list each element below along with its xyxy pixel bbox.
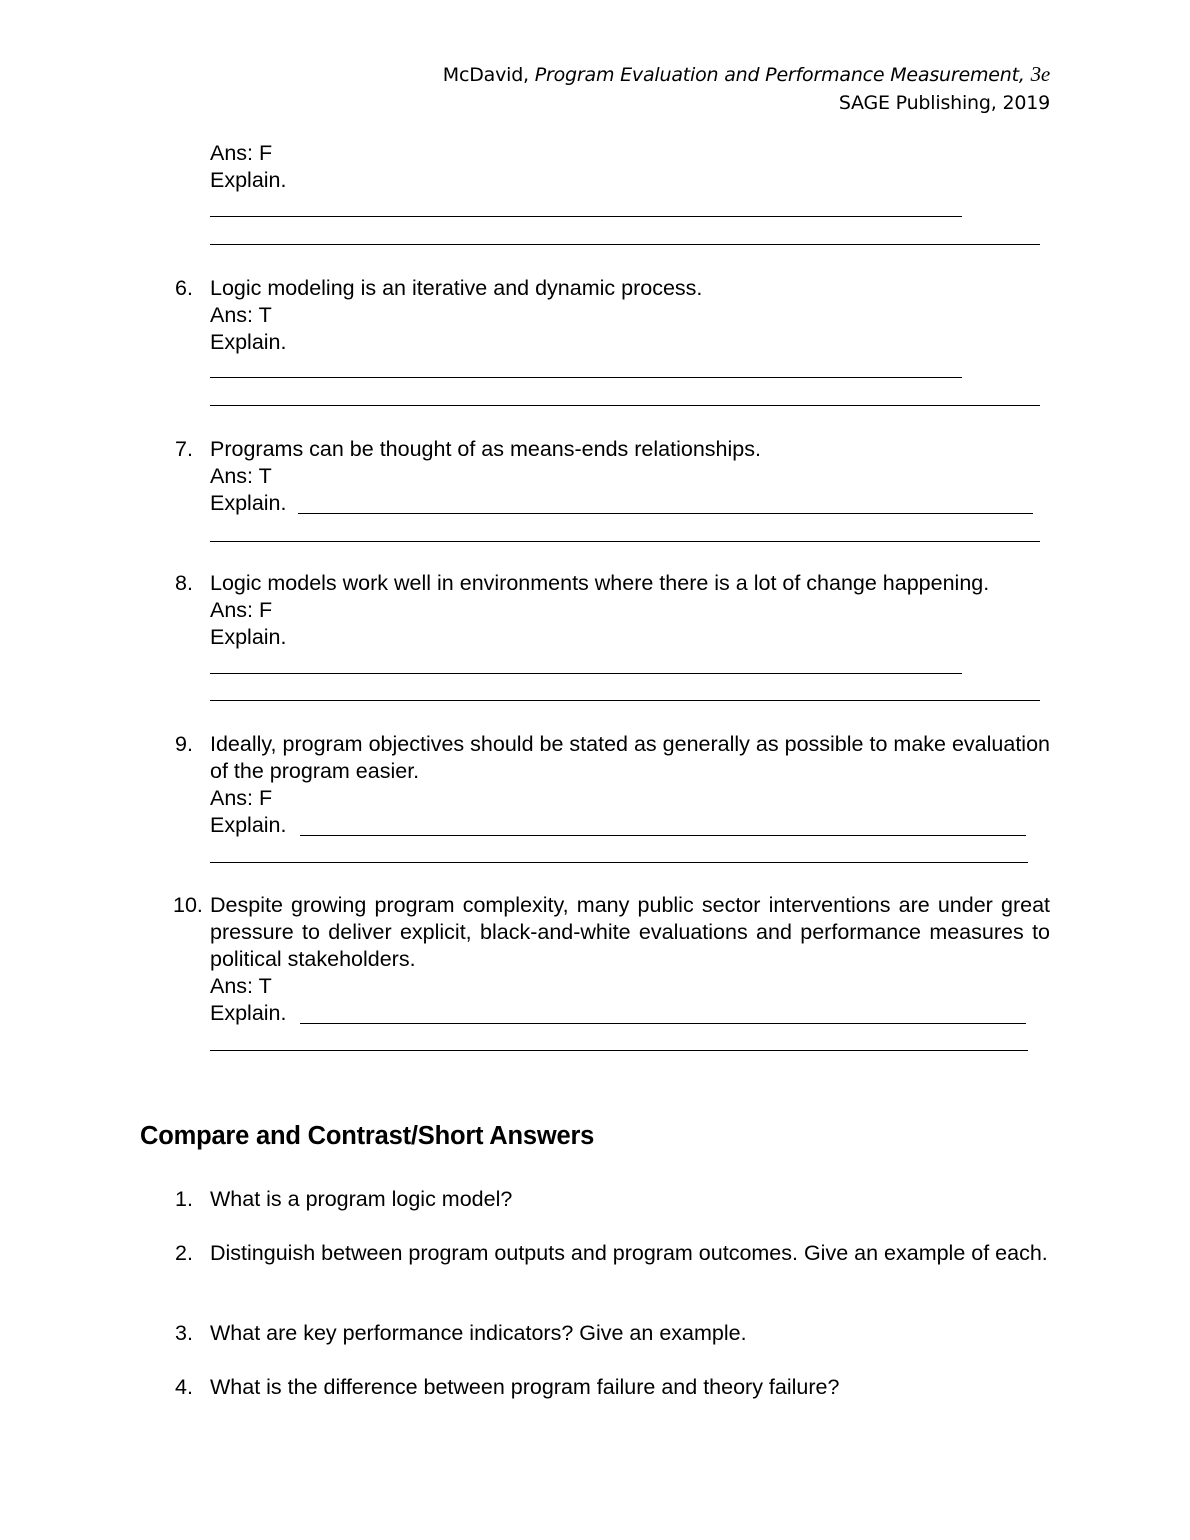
header-book-title: Program Evaluation and Performance Measurement, — [534, 64, 1025, 86]
header-author: McDavid, — [442, 64, 529, 86]
explain-label: Explain. — [210, 330, 287, 354]
explain-label: Explain. — [210, 625, 287, 649]
answer-blank-line[interactable] — [210, 541, 1040, 542]
question-text: Despite growing program complexity, many public sector interventions are under great pressure to deliver explicit, black-and-white evaluations and performance measures to political stakeholders. — [210, 893, 1050, 971]
question-number: 8. — [175, 571, 193, 595]
explain-label: Explain. — [210, 1001, 287, 1025]
answer-label: Ans: F — [210, 598, 273, 622]
question-text: Logic modeling is an iterative and dynamic process. — [210, 276, 703, 300]
answer-blank-line[interactable] — [210, 377, 962, 378]
item-number: 3. — [175, 1321, 193, 1345]
item-text: What is the difference between program failure and theory failure? — [210, 1375, 840, 1399]
item-number: 2. — [175, 1241, 193, 1265]
question-text: Logic models work well in environments where there is a lot of change happening. — [210, 571, 990, 595]
item-number: 4. — [175, 1375, 193, 1399]
item-text: What is a program logic model? — [210, 1187, 513, 1211]
question-text: Ideally, program objectives should be stated as generally as possible to make evaluation of the program easier. — [210, 732, 1050, 783]
answer-blank-line[interactable] — [210, 862, 1028, 863]
header-publisher: SAGE Publishing, 2019 — [838, 92, 1050, 114]
item-text: Distinguish between program outputs and program outcomes. Give an example of each. — [210, 1241, 1048, 1265]
answer-blank-line[interactable] — [298, 513, 1033, 514]
answer-blank-line[interactable] — [210, 405, 1040, 406]
answer-blank-line[interactable] — [210, 1050, 1028, 1051]
answer-label: Ans: T — [210, 974, 272, 998]
answer-label: Ans: F — [210, 141, 273, 165]
section-heading: Compare and Contrast/Short Answers — [140, 1122, 595, 1150]
question-number: 6. — [175, 276, 193, 300]
answer-label: Ans: T — [210, 464, 272, 488]
explain-label: Explain. — [210, 168, 287, 192]
question-number: 9. — [175, 732, 193, 756]
question-number: 7. — [175, 437, 193, 461]
question-text: Programs can be thought of as means-ends relationships. — [210, 437, 761, 461]
answer-blank-line[interactable] — [210, 700, 1040, 701]
answer-blank-line[interactable] — [300, 1023, 1026, 1024]
explain-label: Explain. — [210, 813, 287, 837]
answer-blank-line[interactable] — [210, 673, 962, 674]
answer-blank-line[interactable] — [210, 244, 1040, 245]
answer-blank-line[interactable] — [300, 835, 1026, 836]
page-header — [443, 60, 1050, 117]
header-citation — [443, 60, 1050, 89]
answer-blank-line[interactable] — [210, 216, 962, 217]
question-number: 10. — [173, 893, 203, 917]
answer-label: Ans: F — [210, 786, 273, 810]
item-text: What are key performance indicators? Give an example. — [210, 1321, 747, 1345]
header-edition: 3e — [1030, 62, 1050, 86]
answer-label: Ans: T — [210, 303, 272, 327]
item-number: 1. — [175, 1187, 193, 1211]
explain-label: Explain. — [210, 491, 287, 515]
